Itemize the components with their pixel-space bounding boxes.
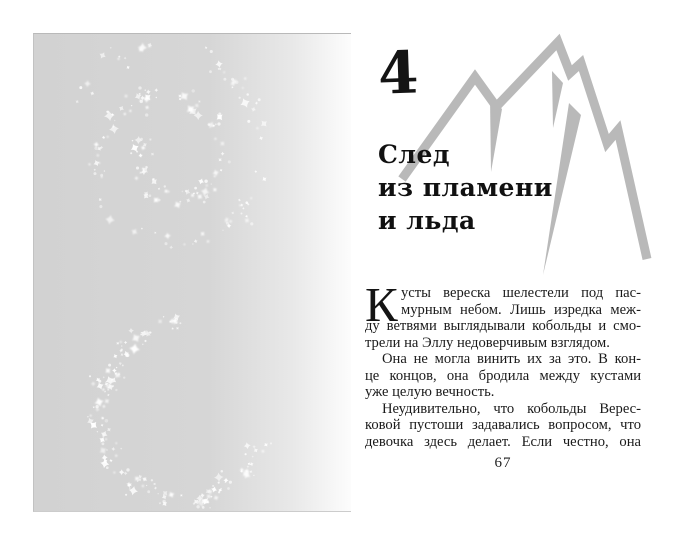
star-sparkle: [118, 469, 124, 475]
star-dot: [122, 364, 124, 366]
star-sparkle: [241, 86, 244, 89]
star-dot: [218, 113, 221, 116]
star-sparkle: [124, 471, 128, 475]
star-sparkle: [228, 219, 233, 224]
star-dot: [164, 185, 166, 187]
star-dot: [125, 494, 127, 496]
star-sparkle: [107, 393, 111, 397]
star-dot: [239, 97, 241, 99]
star-dot: [131, 105, 132, 106]
star-sparkle: [252, 447, 259, 454]
star-dot: [106, 449, 107, 450]
star-sparkle: [130, 227, 140, 237]
star-sparkle: [212, 494, 219, 501]
star-dot: [137, 480, 139, 482]
star-sparkle: [99, 429, 109, 439]
star-sparkle: [195, 191, 199, 195]
star-sparkle: [221, 152, 225, 156]
star-sparkle: [158, 501, 161, 504]
star-sparkle: [103, 397, 111, 405]
star-dot: [149, 332, 151, 334]
star-sparkle: [193, 102, 200, 109]
star-dot: [130, 152, 132, 154]
star-dot: [245, 201, 248, 204]
star-dot: [270, 442, 272, 444]
star-sparkle: [125, 65, 130, 70]
star-dot: [123, 376, 125, 378]
star-dot: [179, 201, 181, 203]
star-dot: [145, 113, 148, 116]
star-dot: [209, 507, 210, 508]
star-sparkle: [119, 340, 122, 343]
star-dot: [142, 344, 143, 345]
star-sparkle: [104, 214, 115, 225]
star-dot: [253, 475, 254, 476]
star-sparkle: [103, 390, 106, 393]
star-dot: [104, 170, 106, 172]
star-dot: [229, 481, 232, 484]
left-page: [33, 33, 352, 512]
star-sparkle: [157, 187, 161, 191]
star-dot: [246, 93, 249, 96]
star-dot: [208, 123, 211, 126]
star-dot: [99, 205, 102, 208]
star-dot: [164, 242, 167, 245]
star-sparkle: [199, 230, 207, 238]
star-dot: [136, 166, 139, 169]
star-sparkle: [247, 462, 251, 466]
star-dot: [210, 496, 212, 498]
star-sparkle: [167, 490, 176, 499]
star-sparkle: [197, 99, 201, 103]
star-dot: [95, 405, 98, 408]
star-sparkle: [140, 95, 145, 100]
chapter-title-line: и льда: [378, 206, 476, 235]
star-sparkle: [146, 89, 152, 95]
star-sparkle: [164, 232, 172, 240]
star-sparkle: [261, 176, 268, 183]
star-sparkle: [247, 465, 250, 468]
star-sparkle: [218, 140, 226, 148]
star-sparkle: [217, 157, 223, 163]
star-dot: [209, 70, 212, 73]
star-dot: [258, 98, 261, 101]
star-dot: [156, 97, 157, 98]
star-dot: [145, 89, 146, 90]
star-sparkle: [211, 186, 218, 193]
star-sparkle: [258, 135, 264, 141]
star-sparkle: [183, 188, 191, 196]
star-dot: [118, 373, 120, 375]
star-sparkle: [197, 177, 205, 185]
star-sparkle: [128, 328, 134, 334]
star-sparkle: [96, 153, 100, 157]
star-sparkle: [206, 120, 216, 130]
star-sparkle: [134, 176, 138, 180]
star-dot: [252, 456, 254, 458]
star-dot: [218, 482, 220, 484]
star-sparkle: [98, 197, 103, 202]
star-sparkle: [249, 470, 253, 474]
star-sparkle: [215, 60, 224, 69]
star-dot: [192, 89, 195, 92]
star-sparkle: [141, 484, 145, 488]
star-dot: [218, 491, 220, 493]
star-sparkle: [154, 88, 158, 92]
star-dot: [145, 166, 148, 169]
star-dot: [138, 86, 141, 89]
star-dot: [163, 316, 164, 317]
star-sparkle: [124, 341, 128, 345]
star-sparkle: [112, 368, 117, 373]
star-sparkle: [128, 109, 133, 114]
star-sparkle: [92, 406, 95, 409]
page-number: 67: [494, 455, 512, 471]
star-sparkle: [134, 136, 143, 145]
star-sparkle: [263, 442, 269, 448]
star-sparkle: [204, 183, 209, 188]
star-dot: [245, 453, 247, 455]
star-dot: [196, 505, 199, 508]
star-dot: [211, 183, 212, 184]
star-sparkle: [149, 177, 159, 187]
star-sparkle: [139, 165, 150, 176]
chapter-number: 4: [376, 38, 420, 108]
star-sparkle: [245, 214, 249, 218]
star-sparkle: [114, 453, 118, 457]
star-sparkle: [89, 91, 95, 97]
star-sparkle: [237, 198, 241, 202]
star-sparkle: [252, 445, 256, 449]
star-dot: [106, 111, 108, 113]
star-dot: [222, 230, 223, 231]
star-sparkle: [243, 442, 251, 450]
right-page: [351, 0, 674, 544]
star-dot: [101, 442, 104, 445]
star-sparkle: [148, 137, 152, 141]
star-sparkle: [117, 57, 121, 61]
star-sparkle: [102, 388, 105, 391]
star-dot: [97, 431, 98, 432]
body-line: усты вереска шелестели под пас-: [401, 285, 641, 301]
body-line: Она не могла винить их за это. В кон-: [382, 351, 641, 367]
star-sparkle: [112, 353, 118, 359]
star-sparkle: [175, 326, 180, 331]
star-sparkle: [142, 92, 153, 103]
star-dot: [147, 490, 150, 493]
star-sparkle: [255, 101, 259, 105]
star-dot: [106, 466, 109, 469]
star-sparkle: [230, 210, 235, 215]
star-sparkle: [103, 366, 112, 375]
star-sparkle: [261, 449, 266, 454]
star-dot: [120, 448, 122, 450]
star-dot: [241, 213, 243, 215]
star-dot: [157, 493, 159, 495]
star-dot: [203, 201, 206, 204]
star-sparkle: [124, 57, 127, 60]
star-sparkle: [183, 243, 187, 247]
star-sparkle: [104, 437, 108, 441]
star-sparkle: [129, 142, 141, 154]
star-dot: [141, 228, 143, 230]
star-sparkle: [128, 343, 140, 355]
star-sparkle: [204, 46, 208, 50]
body-line: мурным небом. Лишь изредка меж-: [401, 301, 641, 318]
star-swirls-decoration: [34, 34, 352, 511]
star-dot: [144, 340, 146, 342]
star-dot: [102, 417, 104, 419]
star-sparkle: [222, 70, 226, 74]
star-sparkle: [189, 192, 196, 199]
star-sparkle: [84, 80, 92, 88]
star-sparkle: [219, 168, 223, 172]
star-sparkle: [106, 135, 110, 139]
star-sparkle: [214, 472, 224, 482]
star-sparkle: [130, 332, 143, 345]
star-sparkle: [254, 170, 257, 173]
star-sparkle: [115, 341, 120, 346]
star-dot: [132, 140, 134, 142]
star-sparkle: [171, 327, 175, 331]
body-line: це концов, она бродила между кустами: [365, 367, 641, 384]
body-line: Неудивительно, что кобольды Верес-: [382, 400, 641, 417]
star-sparkle: [89, 414, 93, 418]
star-dot: [235, 81, 238, 84]
star-sparkle: [101, 135, 106, 140]
star-sparkle: [152, 482, 156, 486]
star-sparkle: [103, 110, 115, 122]
star-sparkle: [255, 126, 259, 130]
star-dot: [231, 78, 234, 81]
star-sparkle: [213, 137, 217, 141]
star-sparkle: [205, 239, 211, 245]
star-sparkle: [113, 471, 117, 475]
star-dot: [125, 354, 129, 358]
star-sparkle: [250, 106, 257, 113]
star-sparkle: [153, 231, 157, 235]
star-sparkle: [111, 447, 115, 451]
star-dot: [179, 322, 181, 324]
star-dot: [116, 367, 117, 368]
star-sparkle: [169, 245, 173, 249]
star-dot: [192, 243, 193, 244]
star-dot: [247, 120, 250, 123]
star-sparkle: [231, 86, 234, 89]
star-dot: [175, 322, 177, 324]
body-line: ковой пустоши задавались вопросом, что: [365, 417, 641, 433]
star-dot: [126, 468, 129, 471]
star-dot: [100, 174, 103, 177]
star-sparkle: [193, 239, 198, 244]
star-sparkle: [91, 381, 96, 386]
star-sparkle: [75, 99, 80, 104]
chapter-title-line: След: [378, 140, 451, 169]
star-sparkle: [94, 169, 97, 172]
star-sparkle: [109, 459, 113, 463]
star-dot: [136, 151, 138, 153]
star-sparkle: [144, 105, 150, 111]
star-sparkle: [100, 423, 104, 427]
star-dot: [98, 380, 101, 383]
star-dot: [228, 160, 231, 163]
body-line: уже целую вечность.: [365, 384, 495, 400]
star-dot: [103, 377, 105, 379]
star-sparkle: [106, 426, 112, 432]
star-sparkle: [123, 93, 129, 99]
body-lines: [365, 277, 641, 450]
star-dot: [121, 345, 123, 347]
star-sparkle: [259, 118, 270, 129]
mountain-spike: [552, 71, 563, 128]
star-sparkle: [172, 200, 182, 210]
star-dot: [145, 331, 148, 334]
star-dot: [151, 479, 153, 481]
star-dot: [149, 194, 152, 197]
star-dot: [250, 222, 253, 225]
star-dot: [105, 419, 109, 423]
star-sparkle: [88, 162, 92, 166]
star-dot: [115, 389, 117, 391]
star-dot: [110, 47, 112, 49]
star-sparkle: [138, 153, 143, 158]
star-sparkle: [98, 50, 108, 60]
star-sparkle: [212, 169, 220, 177]
body-line: девочка здесь делает. Если честно, она: [365, 433, 641, 450]
star-dot: [87, 416, 88, 417]
star-dot: [223, 78, 226, 81]
star-sparkle: [185, 197, 191, 203]
star-dot: [89, 375, 91, 377]
star-sparkle: [120, 352, 125, 357]
star-sparkle: [243, 76, 248, 81]
star-dot: [158, 199, 161, 202]
star-sparkle: [102, 404, 107, 409]
star-sparkle: [115, 441, 119, 445]
star-dot: [108, 364, 111, 367]
star-sparkle: [123, 112, 127, 116]
star-dot: [146, 485, 147, 486]
star-sparkle: [137, 42, 147, 52]
star-sparkle: [156, 317, 164, 325]
body-line: трели на Эллу недоверчивым взглядом.: [365, 334, 610, 351]
star-dot: [129, 487, 131, 489]
drop-cap: К: [365, 277, 398, 332]
star-dot: [226, 222, 229, 225]
star-sparkle: [117, 104, 125, 112]
star-sparkle: [154, 486, 158, 490]
star-dot: [194, 187, 197, 190]
star-sparkle: [108, 123, 120, 135]
star-sparkle: [150, 151, 155, 156]
body-text: [365, 277, 641, 450]
star-dot: [210, 50, 213, 53]
star-dot: [227, 487, 230, 490]
star-dot: [79, 86, 82, 89]
star-sparkle: [243, 216, 251, 224]
star-dot: [185, 190, 188, 193]
chapter-title-line: из пламени: [378, 173, 553, 202]
star-dot: [217, 122, 220, 125]
star-sparkle: [217, 68, 220, 71]
star-sparkle: [179, 493, 183, 497]
star-dot: [114, 120, 115, 121]
star-dot: [93, 172, 96, 175]
star-sparkle: [249, 196, 253, 200]
star-dot: [118, 56, 120, 58]
body-line: ду ветвями выглядывали кобольды и смо-: [365, 318, 641, 334]
star-dot: [204, 179, 207, 182]
star-dot: [94, 147, 97, 150]
star-dot: [182, 191, 184, 193]
star-sparkle: [242, 207, 245, 210]
chapter-title: [378, 138, 553, 237]
star-sparkle: [214, 123, 217, 126]
star-dot: [221, 470, 224, 473]
